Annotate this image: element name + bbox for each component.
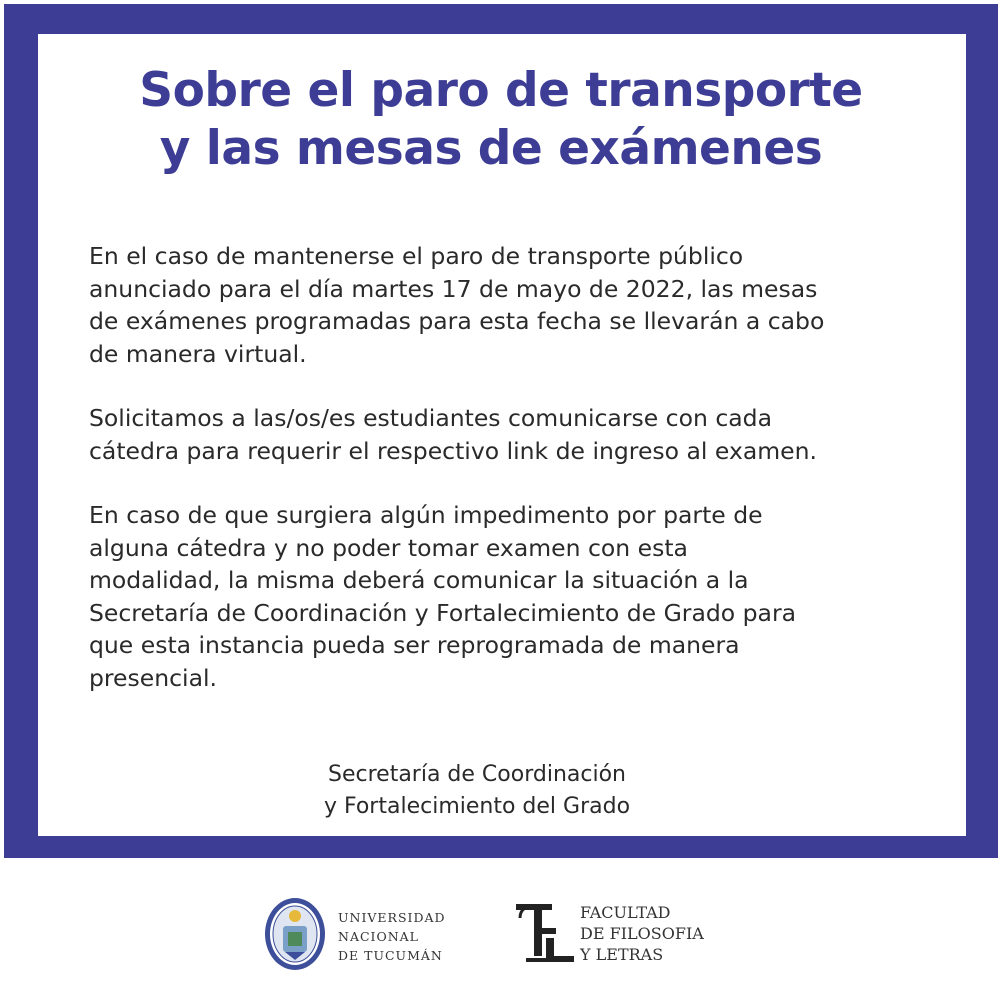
signature-line-1: Secretaría de Coordinación <box>328 762 626 787</box>
title-line-2: y las mesas de exámenes <box>159 121 823 176</box>
title-line-1: Sobre el paro de transporte <box>139 63 863 118</box>
university-seal-icon <box>263 896 327 972</box>
unt-name: UNIVERSIDAD NACIONAL DE TUCUMÁN <box>338 910 446 963</box>
footer-logos <box>0 890 1002 980</box>
announcement-body <box>89 240 929 726</box>
signature <box>0 759 954 823</box>
paragraph-2: Solicitamos a las/os/es estudiantes comunicarse con cada cátedra para requerir el respectivo link de ingreso al examen. <box>89 404 817 465</box>
signature-line-2: y Fortalecimiento del Grado <box>323 794 631 819</box>
paragraph-1: En el caso de mantenerse el paro de transporte público anunciado para el día martes 17 de mayo de 2022, las mesas de exámenes programadas para esta fecha se llevarán a cabo de manera virtual. <box>89 242 825 368</box>
page-title <box>0 62 1002 178</box>
ffl-name: FACULTAD DE FILOSOFIA Y LETRAS <box>580 903 704 964</box>
paragraph-3: En caso de que surgiera algún impedimento por parte de alguna cátedra y no poder tomar examen con esta modalidad, la misma deberá comunicar la situación a la Secretaría de Coordinación y Fortalecimiento de Grado para que esta instancia pueda ser reprogramada de manera presencial. <box>89 501 797 692</box>
ffl-monogram-icon <box>512 898 578 968</box>
